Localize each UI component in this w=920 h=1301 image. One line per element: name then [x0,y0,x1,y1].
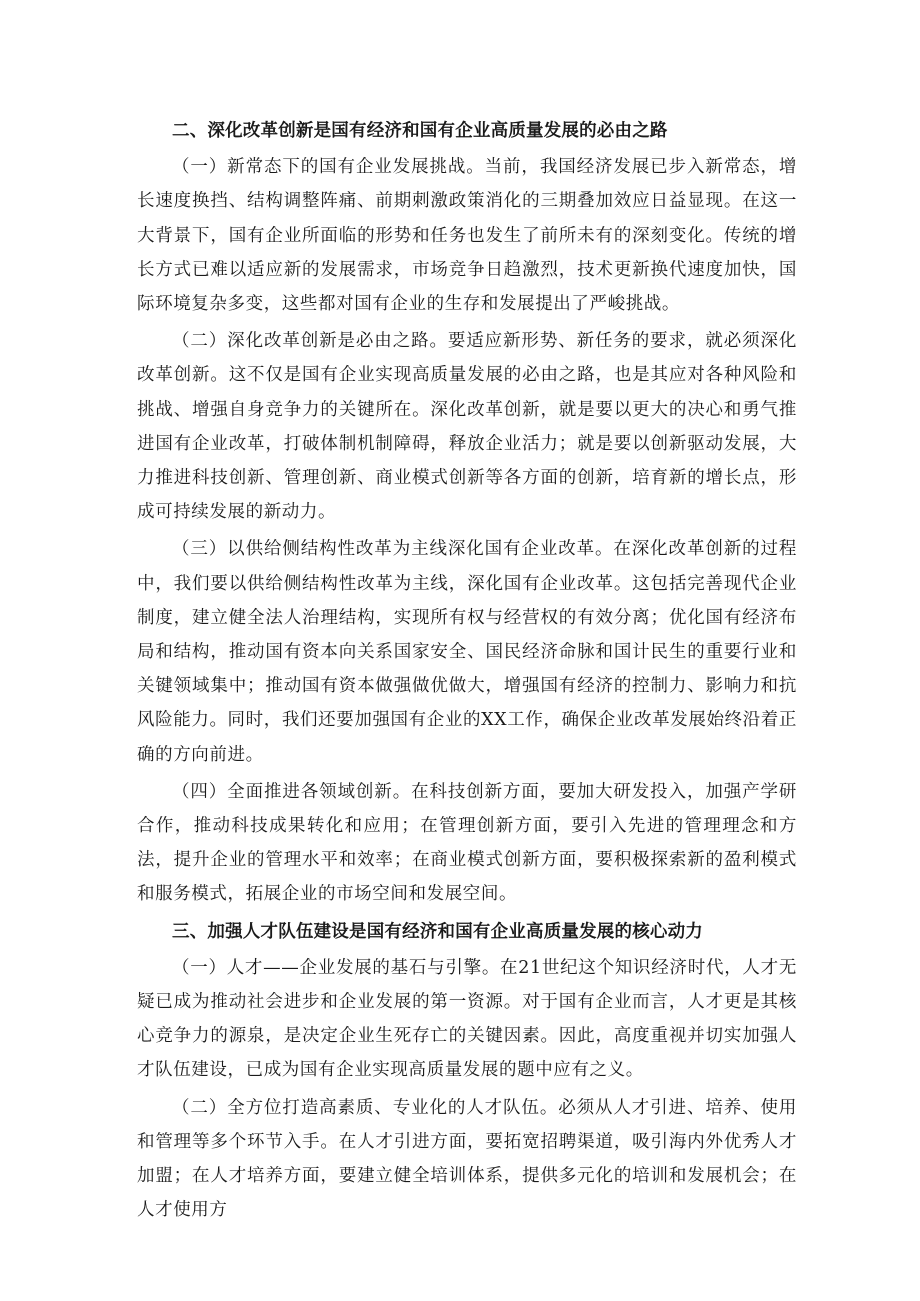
section-3-paragraph-2: （二）全方位打造高素质、专业化的人才队伍。必须从人才引进、培养、使用和管理等多个环节入手。在人才引进方面，要拓宽招聘渠道，吸引海内外优秀人才加盟；在人才培养方面，要建立健全培训体系，提供多元化的培训和发展机会；在人才使用方 [137,1097,797,1221]
section-2-paragraph-2: （二）深化改革创新是必由之路。要适应新形势、新任务的要求，就必须深化改革创新。这不仅是国有企业实现高质量发展的必由之路，也是其应对各种风险和挑战、增强自身竞争力的关键所在。深化改革创新，就是要以更大的决心和勇气推进国有企业改革，打破体制机制障碍，释放企业活力；就是要以创新驱动发展，大力推进科技创新、管理创新、商业模式创新等各方面的创新，培育新的增长点，形成可持续发展的新动力。 [137,331,797,523]
section-3-heading: 三、加强人才队伍建设是国有经济和国有企业高质量发展的核心动力 [172,921,703,942]
section-3-paragraph-1: （一）人才——企业发展的基石与引擎。在21世纪这个知识经济时代，人才无疑已成为推动社会进步和企业发展的第一资源。对于国有企业而言，人才更是其核心竞争力的源泉，是决定企业生死存亡的关键因素。因此，高度重视并切实加强人才队伍建设，已成为国有企业实现高质量发展的题中应有之义。 [137,957,797,1081]
section-2-paragraph-1: （一）新常态下的国有企业发展挑战。当前，我国经济发展已步入新常态，增长速度换挡、结构调整阵痛、前期刺激政策消化的三期叠加效应日益显现。在这一大背景下，国有企业所面临的形势和任务也发生了前所未有的深刻变化。传统的增长方式已难以适应新的发展需求，市场竞争日趋激烈，技术更新换代速度加快，国际环境复杂多变，这些都对国有企业的生存和发展提出了严峻挑战。 [137,157,797,315]
section-2-paragraph-3: （三）以供给侧结构性改革为主线深化国有企业改革。在深化改革创新的过程中，我们要以供给侧结构性改革为主线，深化国有企业改革。这包括完善现代企业制度，建立健全法人治理结构，实现所有权与经营权的有效分离；优化国有经济布局和结构，推动国有资本向关系国家安全、国民经济命脉和国计民生的重要行业和关键领域集中；推动国有资本做强做优做大，增强国有经济的控制力、影响力和抗风险能力。同时，我们还要加强国有企业的XX工作，确保企业改革发展始终沿着正确的方向前进。 [137,539,797,765]
document-body [137,114,797,1231]
section-2-heading: 二、深化改革创新是国有经济和国有企业高质量发展的必由之路 [172,121,668,141]
section-2-paragraph-4: （四）全面推进各领域创新。在科技创新方面，要加大研发投入，加强产学研合作，推动科技成果转化和应用；在管理创新方面，要引入先进的管理理念和方法，提升企业的管理水平和效率；在商业模式创新方面，要积极探索新的盈利模式和服务模式，拓展企业的市场空间和发展空间。 [137,781,797,905]
